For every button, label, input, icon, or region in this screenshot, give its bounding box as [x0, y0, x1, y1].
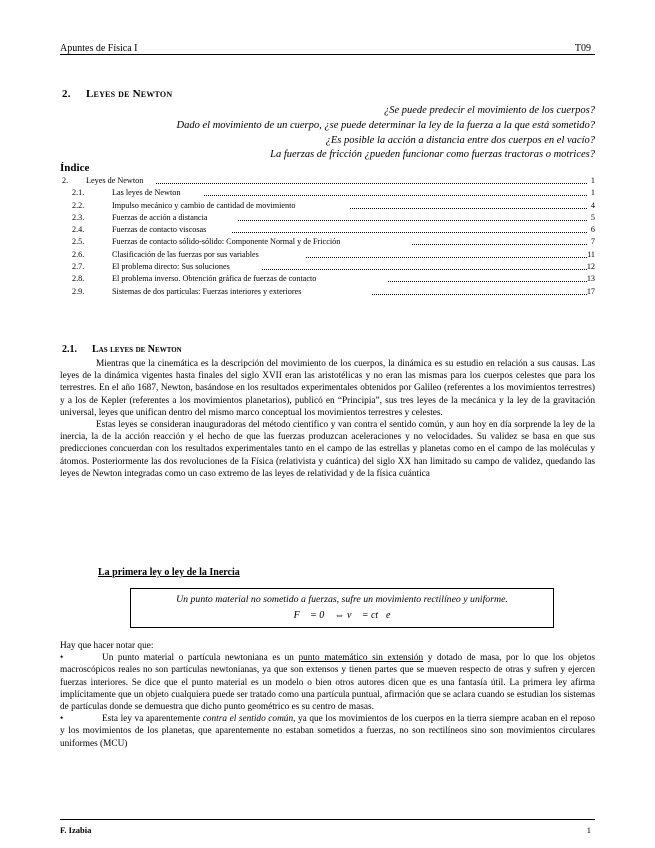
- first-law-heading: La primera ley o ley de la Inercia: [98, 567, 240, 578]
- toc-number: 2.3.: [72, 212, 85, 222]
- subsection-title: [62, 344, 182, 355]
- index-title: Índice: [60, 162, 90, 174]
- toc-page: 4: [590, 200, 595, 210]
- toc-page: 6: [590, 225, 595, 235]
- first-law-statement: Un punto material no sometido a fuerzas, sufre un movimiento rectilíneo y uniforme.: [176, 594, 508, 605]
- paragraph: Estas leyes se consideran inauguradoras del método científico y van contra el sentido común, y aun hoy en día sorprende la ley de la inercia, la de la acción reacción y el hecho de que las fuerzas produzcan aceleraciones y no velocidades. Su validez se basa en que sus predicciones concuerdan con los resultados experimentales tanto en el campo de las estrellas y planetas como en el campo de las moléculas y átomos. Posteriormente las dos revoluciones de la Física (relativista y cuántica) del siglo XX han limitado su campo de validez, quedando las leyes de Newton integradas como un caso extremo de las leyes de relatividad y de la física cuántica: [60, 420, 595, 479]
- toc-leader: [306, 249, 587, 258]
- toc-leader: [388, 273, 587, 282]
- intro-text: [60, 358, 595, 480]
- toc-entry[interactable]: [60, 212, 595, 224]
- section-title: [62, 88, 172, 100]
- toc-leader: [232, 224, 587, 233]
- toc-leader: [412, 236, 587, 245]
- bullet-text: , ya que los movimientos de los cuerpos en la tierra siempre acaban en el reposo y los movimientos de los planetas, que aparentemente no estaban sometidos a fuerzas, no son rectilíneos sino son movimientos circulares uniformes (MCU): [60, 714, 596, 749]
- table-of-contents: [60, 175, 595, 298]
- toc-leader: [204, 187, 587, 196]
- toc-entry[interactable]: [60, 200, 595, 212]
- bullet-text: Esta ley va aparentemente: [102, 714, 203, 725]
- question-4: La fuerzas de fricción ¿pueden funcionar como fuerzas tractoras o motrices?: [270, 149, 595, 160]
- page-number: 1: [586, 825, 591, 835]
- toc-title: Fuerzas de contacto viscosas: [112, 225, 207, 235]
- toc-entry[interactable]: [60, 175, 595, 187]
- toc-title: Las leyes de Newton: [112, 188, 181, 198]
- bullet-text: Un punto material o partícula newtoniana es un: [102, 653, 299, 664]
- subsection-number: 2.1.: [62, 344, 77, 355]
- toc-entry[interactable]: [60, 224, 595, 236]
- toc-entry[interactable]: [60, 249, 595, 261]
- toc-title: El problema inverso. Obtención gráfica de fuerzas de contacto: [112, 274, 317, 284]
- toc-number: 2.1.: [72, 188, 85, 198]
- toc-title: Impulso mecánico y cambio de cantidad de movimiento: [112, 200, 296, 210]
- toc-title: Fuerzas de acción a distancia: [112, 212, 208, 222]
- toc-entry[interactable]: [60, 261, 595, 273]
- header-code: T09: [574, 43, 591, 54]
- toc-leader: [238, 212, 587, 221]
- toc-title: Clasificación de las fuerzas por sus variables: [112, 249, 259, 259]
- first-law-box: [130, 588, 554, 628]
- toc-title: Leyes de Newton: [86, 176, 144, 185]
- toc-title: Fuerzas de contacto sólido-sólido: Componente Normal y de Fricción: [112, 237, 341, 247]
- toc-number: 2.9.: [72, 286, 85, 296]
- bullet-emphasis: contra el sentido común: [202, 714, 294, 725]
- section-number: 2.: [62, 88, 71, 100]
- toc-page: 5: [590, 212, 595, 222]
- toc-page: 11: [587, 249, 595, 259]
- toc-leader: [350, 200, 587, 209]
- bullet-underlined: punto matemático sin extensión: [298, 653, 424, 664]
- page-footer: [60, 825, 595, 835]
- footer-author: F. Izabia: [60, 825, 92, 835]
- toc-title: El problema directo: Sus soluciones: [112, 262, 230, 272]
- question-2: Dado el movimiento de un cuerpo, ¿se puede determinar la ley de la fuerza a la que está sometido?: [176, 120, 595, 131]
- toc-leader: [372, 286, 587, 295]
- bullet-marker: •: [60, 714, 64, 725]
- toc-entry[interactable]: [60, 273, 595, 285]
- toc-page: 1: [590, 188, 595, 198]
- toc-number: 2.6.: [72, 249, 85, 259]
- footer-divider: [60, 819, 595, 820]
- notes-text: [60, 640, 595, 750]
- toc-number: 2.2.: [72, 200, 85, 210]
- bullet-item: [60, 652, 595, 713]
- toc-title: Sistemas de dos partículas: Fuerzas interiores y exteriores: [112, 286, 302, 296]
- toc-number: 2.4.: [72, 225, 85, 235]
- toc-leader: [156, 175, 587, 184]
- toc-page: 12: [586, 262, 595, 272]
- toc-entry[interactable]: [60, 236, 595, 248]
- paragraph: Mientras que la cinemática es la descripción del movimiento de los cuerpos, la dinámica es su estudio en relación a sus causas. Las leyes de la dinámica vigentes hasta finales del siglo XVII eran las aristotélicas y no eran las mismas para los cuerpos celestes que para los terrestres. En el año 1687, Newton, basándose en los resultados experimentales obtenidos por Galileo (referentes a los movimientos terrestres) y a los de Kepler (referentes a los movimientos planetarios), publicó en “Principia”, sus tres leyes de la mecánica y la ley de la gravitación universal, leyes que unifican dentro del mismo marco conceptual los movimientos terrestres y celestes.: [60, 359, 595, 418]
- toc-number: 2.: [62, 176, 69, 185]
- toc-number: 2.7.: [72, 262, 85, 272]
- question-3: ¿Es posible la acción a distancia entre dos cuerpos en el vacío?: [325, 135, 595, 146]
- header-title: Apuntes de Física I: [60, 43, 138, 54]
- toc-number: 2.8.: [72, 274, 85, 284]
- bullet-text: y dotado de masa, por lo que los objetos macroscópicos reales no son partículas newtonianas, ya que son extensos y tienen partes que se mueven respecto de otras y sufren y ejercen fuerzas interiores. Se dice que el punto material es un modelo o bien otros autores dicen que es una fantasía útil. La primera ley afirma implícitamente que un objeto cualquiera puede ser tratado como una partícula puntual, afirmación que se aclara cuando se estudian los sistemas de partículas donde se demuestra que dicho punto geométrico es su centro de masas.: [60, 653, 596, 713]
- toc-page: 17: [586, 286, 595, 296]
- bullet-item: [60, 713, 595, 750]
- toc-page: 1: [590, 176, 595, 185]
- toc-entry[interactable]: [60, 286, 595, 298]
- toc-page: 7: [590, 237, 595, 247]
- question-1: ¿Se puede predecir el movimiento de los cuerpos?: [383, 105, 595, 116]
- toc-entry[interactable]: [60, 187, 595, 199]
- toc-page: 13: [586, 274, 595, 284]
- bullet-marker: •: [60, 653, 64, 664]
- toc-number: 2.5.: [72, 237, 85, 247]
- toc-leader: [262, 261, 587, 270]
- page-header: [60, 43, 595, 55]
- subsection-name: Las leyes de Newton: [92, 344, 182, 355]
- section-name: Leyes de Newton: [86, 88, 173, 100]
- note-intro: Hay que hacer notar que:: [60, 641, 154, 651]
- first-law-equation: F⃗ = 0⃗ ⇔ v⃗ = ct⃗e: [293, 610, 391, 621]
